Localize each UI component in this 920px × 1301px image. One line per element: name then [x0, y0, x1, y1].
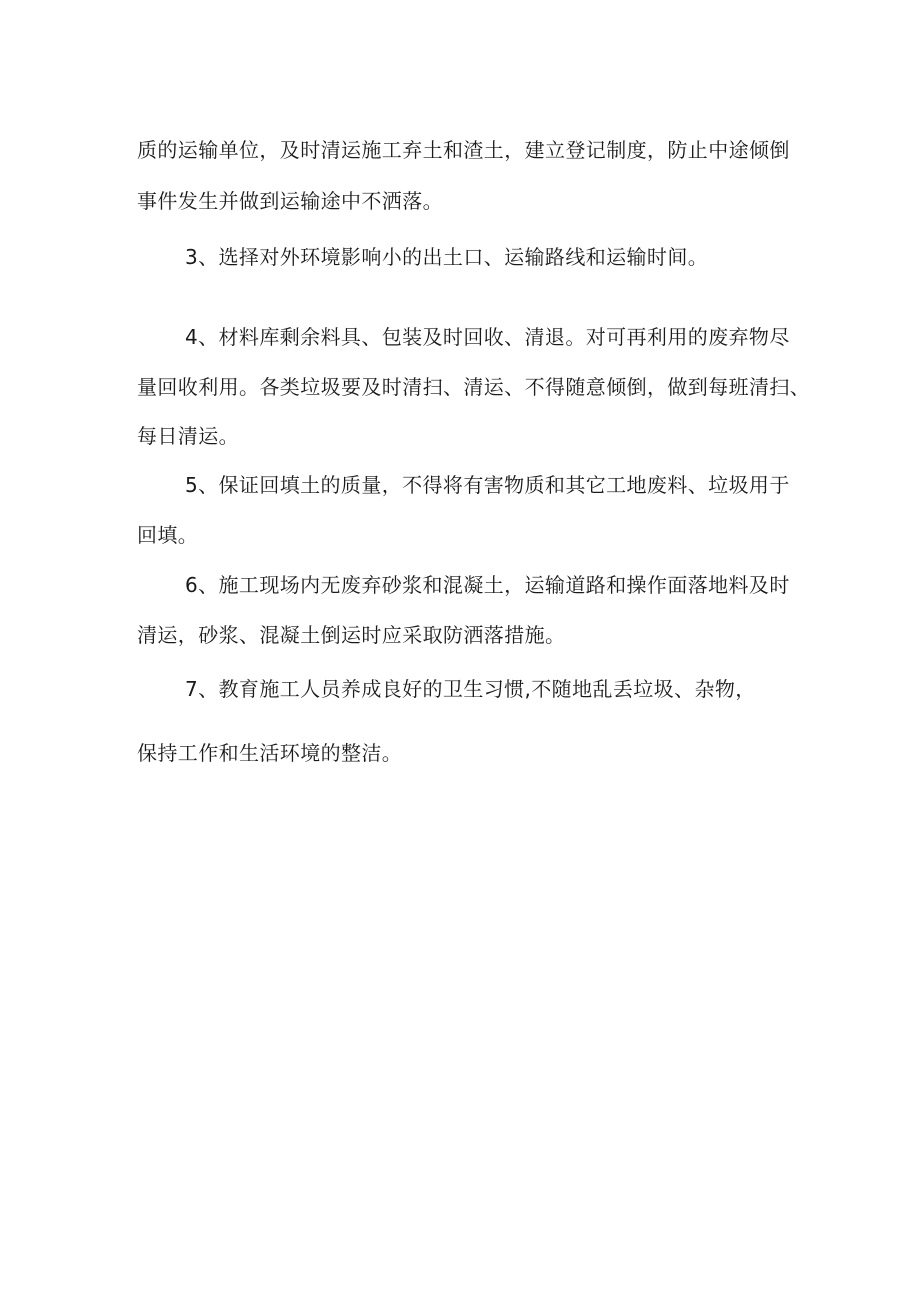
- item-4-line-1: 4、材料库剩余料具、包装及时回收、清退。对可再利用的废弃物尽: [185, 325, 790, 349]
- item-5-line-1: 5、保证回填土的质量，不得将有害物质和其它工地废料、垃圾用于: [185, 473, 790, 497]
- item-5-line-2: 回填。: [137, 523, 199, 547]
- item-7-line-2: 保持工作和生活环境的整洁。: [137, 741, 403, 765]
- item-7-line-1: 7、教育施工人员养成良好的卫生习惯,不随地乱丢垃圾、杂物，: [185, 677, 756, 701]
- paragraph-2-line-1: 质的运输单位，及时清运施工弃土和渣土，建立登记制度，防止中途倾倒: [137, 138, 790, 162]
- item-4-line-2: 量回收利用。各类垃圾要及时清扫、清运、不得随意倾倒，做到每班清扫、: [137, 375, 811, 399]
- item-6-line-1: 6、施工现场内无废弃砂浆和混凝土，运输道路和操作面落地料及时: [185, 573, 790, 597]
- paragraph-2-line-2: 事件发生并做到运输途中不洒落。: [137, 189, 443, 213]
- item-3-line-1: 3、选择对外环境影响小的出土口、运输路线和运输时间。: [185, 245, 709, 269]
- item-4-line-3: 每日清运。: [137, 424, 239, 448]
- item-6-line-2: 清运，砂浆、混凝土倒运时应采取防洒落措施。: [137, 623, 566, 647]
